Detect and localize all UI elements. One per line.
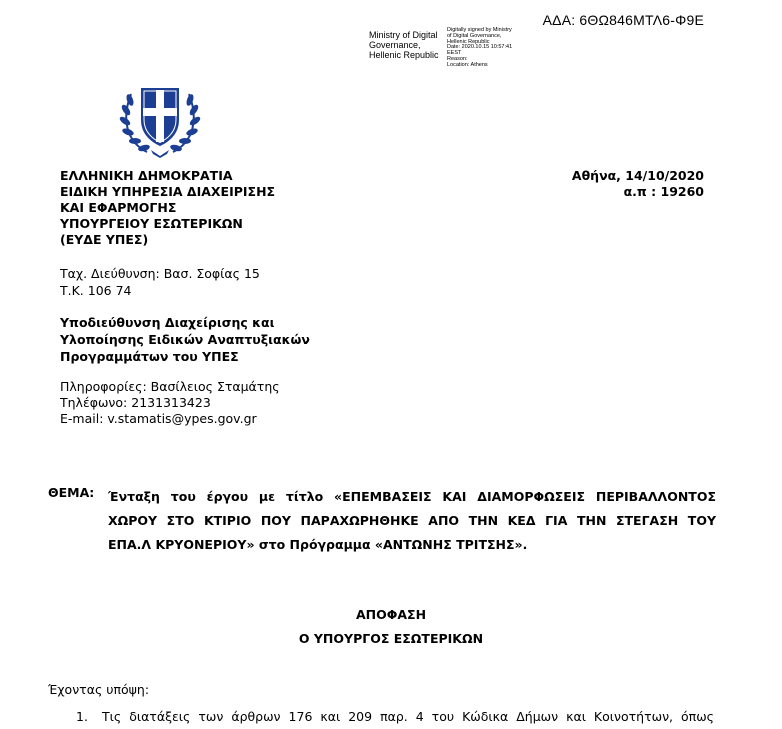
org-line: ΚΑΙ ΕΦΑΡΜΟΓΗΣ [60, 200, 177, 215]
protocol-number: α.π : 19260 [623, 184, 704, 199]
signature-detail-line: Digitally signed by Ministry [447, 27, 512, 33]
subject-text [108, 485, 716, 557]
date-block [572, 168, 704, 200]
subject-line: ΧΩΡΟΥ ΣΤΟ ΚΤΙΡΙΟ ΠΟΥ ΠΑΡΑΧΩΡΗΘΗΚΕ ΑΠΟ ΤΗΝ ΚΕΔ ΓΙΑ ΤΗΝ ΣΤΕΓΑΣΗ ΤΟΥ [108, 513, 716, 528]
greek-coat-of-arms-icon [117, 80, 203, 158]
org-line: ΥΠΟΥΡΓΕΙΟΥ ΕΣΩΤΕΡΙΚΩΝ [60, 216, 243, 231]
organisation-block [60, 168, 275, 248]
org-line: (ΕΥΔΕ ΥΠΕΣ) [60, 232, 149, 247]
decision-title: ΑΠΟΦΑΣΗ [355, 607, 427, 622]
signature-detail-line: EEST [447, 50, 462, 57]
subject-label: ΘΕΜΑ: [48, 485, 95, 500]
subdirectorate-line: Προγραμμάτων του ΥΠΕΣ [60, 349, 239, 364]
signature-signer-line: Governance, [369, 40, 421, 50]
org-line: ΕΛΛΗΝΙΚΗ ΔΗΜΟΚΡΑΤΙΑ [60, 168, 233, 183]
signature-detail-line: of Digital Governance, [447, 32, 502, 39]
subdirectorate-line: Υλοποίησης Ειδικών Αναπτυξιακών [60, 332, 310, 347]
signature-signer-line: Hellenic Republic [369, 50, 439, 60]
signature-detail-line: Hellenic Republic [447, 38, 490, 45]
address-line: Ταχ. Διεύθυνση: Βασ. Σοφίας 15 [60, 266, 260, 281]
given-heading: Έχοντας υπόψη: [48, 682, 150, 697]
subdirectorate-line: Υποδιεύθυνση Διαχείρισης και [60, 315, 275, 330]
subdirectorate-block [60, 314, 310, 365]
signature-signer [369, 30, 439, 60]
list-item-text: Τις διατάξεις των άρθρων 176 και 209 παρ. 4 του Κώδικα Δήμων και Κοινοτήτων, όπως [102, 709, 714, 724]
list-item [76, 709, 716, 724]
signature-detail-line: Date: 2020.10.15 10:57:41 [447, 44, 513, 51]
contact-person: Πληροφορίες: Βασίλειος Σταμάτης [60, 379, 280, 394]
contact-email: E-mail: v.stamatis@ypes.gov.gr [60, 411, 257, 426]
contact-phone: Τηλέφωνο: 2131313423 [60, 395, 211, 410]
org-line: ΕΙΔΙΚΗ ΥΠΗΡΕΣΙΑ ΔΙΑΧΕΙΡΙΣΗΣ [60, 184, 276, 199]
signature-details [447, 28, 512, 69]
signature-detail-line: Reason: [447, 55, 468, 62]
subject-line: ΕΠΑ.Λ ΚΡΥΟΝΕΡΙΟΥ» στο Πρόγραμμα «ΑΝΤΩΝΗΣ ΤΡΙΤΣΗΣ». [108, 537, 528, 552]
ada-code: ΑΔΑ: 6ΘΩ846ΜΤΛ6-Φ9Ε [542, 12, 704, 28]
signature-signer-line: Ministry of Digital [369, 30, 438, 40]
decision-subtitle: Ο ΥΠΟΥΡΓΟΣ ΕΣΩΤΕΡΙΚΩΝ [298, 631, 484, 646]
list-item-number: 1. [76, 709, 88, 724]
postal-address [60, 265, 260, 299]
signature-detail-line: Location: Athens [447, 61, 488, 68]
subject-line: Ένταξη του έργου με τίτλο «ΕΠΕΜΒΑΣΕΙΣ ΚΑΙ ΔΙΑΜΟΡΦΩΣΕΙΣ ΠΕΡΙΒΑΛΛΟΝΤΟΣ [108, 489, 716, 504]
document-date: Αθήνα, 14/10/2020 [571, 168, 704, 183]
address-line: Τ.Κ. 106 74 [60, 283, 132, 298]
contact-info [60, 379, 280, 427]
